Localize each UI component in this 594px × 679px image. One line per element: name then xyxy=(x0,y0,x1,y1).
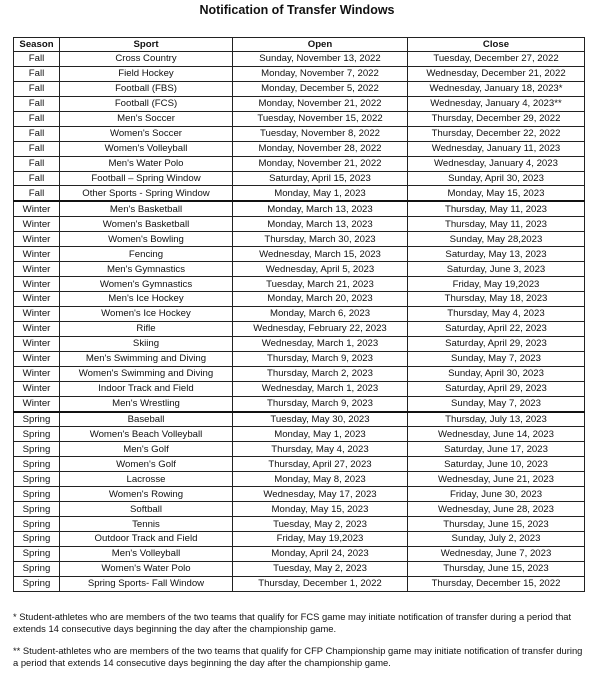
table-row xyxy=(14,336,585,351)
table-row xyxy=(14,351,585,366)
close-cell: Saturday, June 3, 2023 xyxy=(408,262,585,277)
season-cell: Winter xyxy=(14,201,60,216)
close-cell: Thursday, May 18, 2023 xyxy=(408,292,585,307)
footnote-cfp: ** Student-athletes who are members of the two teams that qualify for CFP Championship game may initiate notification of transfer during a period that extends 14 consecutive days beginning the day after the championship game. xyxy=(13,645,583,668)
close-cell: Wednesday, June 7, 2023 xyxy=(408,546,585,561)
season-cell: Spring xyxy=(14,412,60,427)
season-cell: Fall xyxy=(14,66,60,81)
table-row xyxy=(14,381,585,396)
open-cell: Thursday, March 9, 2023 xyxy=(233,351,408,366)
season-cell: Fall xyxy=(14,52,60,67)
sport-cell: Women's Volleyball xyxy=(60,141,233,156)
open-cell: Wednesday, March 15, 2023 xyxy=(233,247,408,262)
table-row xyxy=(14,457,585,472)
open-cell: Monday, May 15, 2023 xyxy=(233,502,408,517)
sport-cell: Women's Golf xyxy=(60,457,233,472)
season-cell: Spring xyxy=(14,457,60,472)
open-cell: Wednesday, February 22, 2023 xyxy=(233,321,408,336)
table-row xyxy=(14,502,585,517)
open-cell: Monday, April 24, 2023 xyxy=(233,546,408,561)
sport-cell: Cross Country xyxy=(60,52,233,67)
sport-cell: Men's Ice Hockey xyxy=(60,292,233,307)
close-cell: Sunday, May 7, 2023 xyxy=(408,396,585,411)
header-open: Open xyxy=(233,38,408,52)
close-cell: Wednesday, December 21, 2022 xyxy=(408,66,585,81)
season-cell: Winter xyxy=(14,336,60,351)
table-row xyxy=(14,517,585,532)
season-cell: Fall xyxy=(14,186,60,201)
close-cell: Sunday, May 7, 2023 xyxy=(408,351,585,366)
header-close: Close xyxy=(408,38,585,52)
sport-cell: Men's Volleyball xyxy=(60,546,233,561)
season-cell: Spring xyxy=(14,546,60,561)
sport-cell: Women's Water Polo xyxy=(60,561,233,576)
table-row xyxy=(14,561,585,576)
close-cell: Thursday, July 13, 2023 xyxy=(408,412,585,427)
sport-cell: Women's Basketball xyxy=(60,217,233,232)
sport-cell: Women's Bowling xyxy=(60,232,233,247)
sport-cell: Men's Swimming and Diving xyxy=(60,351,233,366)
close-cell: Friday, May 19,2023 xyxy=(408,277,585,292)
sport-cell: Women's Gymnastics xyxy=(60,277,233,292)
season-cell: Spring xyxy=(14,427,60,442)
close-cell: Wednesday, January 4, 2023 xyxy=(408,156,585,171)
season-cell: Winter xyxy=(14,396,60,411)
open-cell: Tuesday, November 15, 2022 xyxy=(233,111,408,126)
open-cell: Monday, December 5, 2022 xyxy=(233,81,408,96)
close-cell: Wednesday, June 28, 2023 xyxy=(408,502,585,517)
sport-cell: Men's Basketball xyxy=(60,201,233,216)
table-row xyxy=(14,66,585,81)
open-cell: Thursday, May 4, 2023 xyxy=(233,442,408,457)
open-cell: Monday, March 13, 2023 xyxy=(233,201,408,216)
season-cell: Winter xyxy=(14,217,60,232)
season-cell: Winter xyxy=(14,321,60,336)
close-cell: Friday, June 30, 2023 xyxy=(408,487,585,502)
open-cell: Monday, March 6, 2023 xyxy=(233,306,408,321)
table-row xyxy=(14,472,585,487)
close-cell: Saturday, June 17, 2023 xyxy=(408,442,585,457)
close-cell: Thursday, December 15, 2022 xyxy=(408,576,585,591)
sport-cell: Women's Swimming and Diving xyxy=(60,366,233,381)
close-cell: Sunday, May 28,2023 xyxy=(408,232,585,247)
table-row xyxy=(14,201,585,216)
sport-cell: Football – Spring Window xyxy=(60,171,233,186)
open-cell: Thursday, March 9, 2023 xyxy=(233,396,408,411)
table-row xyxy=(14,366,585,381)
season-cell: Winter xyxy=(14,351,60,366)
close-cell: Wednesday, June 21, 2023 xyxy=(408,472,585,487)
season-cell: Winter xyxy=(14,262,60,277)
table-row xyxy=(14,442,585,457)
close-cell: Saturday, April 29, 2023 xyxy=(408,336,585,351)
table-row xyxy=(14,171,585,186)
open-cell: Monday, November 28, 2022 xyxy=(233,141,408,156)
table-row xyxy=(14,306,585,321)
open-cell: Tuesday, November 8, 2022 xyxy=(233,126,408,141)
table-row xyxy=(14,487,585,502)
footnote-fcs: * Student-athletes who are members of the two teams that qualify for FCS game may initiate notification of transfer during a period that extends 14 consecutive days beginning the day after the championship game. xyxy=(13,611,572,634)
page-title: Notification of Transfer Windows xyxy=(199,3,395,17)
sport-cell: Women's Soccer xyxy=(60,126,233,141)
open-cell: Thursday, December 1, 2022 xyxy=(233,576,408,591)
open-cell: Tuesday, May 2, 2023 xyxy=(233,517,408,532)
open-cell: Tuesday, May 2, 2023 xyxy=(233,561,408,576)
table-row xyxy=(14,262,585,277)
table-row xyxy=(14,427,585,442)
close-cell: Thursday, May 4, 2023 xyxy=(408,306,585,321)
close-cell: Saturday, April 22, 2023 xyxy=(408,321,585,336)
season-cell: Fall xyxy=(14,171,60,186)
open-cell: Monday, November 21, 2022 xyxy=(233,96,408,111)
close-cell: Sunday, July 2, 2023 xyxy=(408,532,585,547)
season-cell: Winter xyxy=(14,247,60,262)
close-cell: Saturday, April 29, 2023 xyxy=(408,381,585,396)
sport-cell: Men's Soccer xyxy=(60,111,233,126)
open-cell: Monday, November 7, 2022 xyxy=(233,66,408,81)
header-season: Season xyxy=(14,38,60,52)
season-cell: Fall xyxy=(14,156,60,171)
season-cell: Winter xyxy=(14,232,60,247)
table-row xyxy=(14,141,585,156)
open-cell: Thursday, March 30, 2023 xyxy=(233,232,408,247)
footnotes xyxy=(13,611,584,679)
close-cell: Wednesday, January 4, 2023** xyxy=(408,96,585,111)
season-cell: Winter xyxy=(14,366,60,381)
season-cell: Fall xyxy=(14,126,60,141)
close-cell: Saturday, May 13, 2023 xyxy=(408,247,585,262)
open-cell: Tuesday, May 30, 2023 xyxy=(233,412,408,427)
open-cell: Saturday, April 15, 2023 xyxy=(233,171,408,186)
table-row xyxy=(14,232,585,247)
close-cell: Wednesday, January 11, 2023 xyxy=(408,141,585,156)
close-cell: Thursday, May 11, 2023 xyxy=(408,201,585,216)
table-body xyxy=(14,52,585,592)
close-cell: Thursday, June 15, 2023 xyxy=(408,517,585,532)
sport-cell: Men's Water Polo xyxy=(60,156,233,171)
sport-cell: Rifle xyxy=(60,321,233,336)
sport-cell: Football (FCS) xyxy=(60,96,233,111)
table-row xyxy=(14,111,585,126)
season-cell: Fall xyxy=(14,81,60,96)
season-cell: Spring xyxy=(14,532,60,547)
close-cell: Thursday, May 11, 2023 xyxy=(408,217,585,232)
close-cell: Tuesday, December 27, 2022 xyxy=(408,52,585,67)
open-cell: Monday, May 1, 2023 xyxy=(233,186,408,201)
season-cell: Winter xyxy=(14,277,60,292)
table-row xyxy=(14,156,585,171)
close-cell: Wednesday, June 14, 2023 xyxy=(408,427,585,442)
sport-cell: Women's Rowing xyxy=(60,487,233,502)
sport-cell: Other Sports - Spring Window xyxy=(60,186,233,201)
season-cell: Winter xyxy=(14,292,60,307)
sport-cell: Outdoor Track and Field xyxy=(60,532,233,547)
table-row xyxy=(14,81,585,96)
season-cell: Spring xyxy=(14,561,60,576)
open-cell: Monday, November 21, 2022 xyxy=(233,156,408,171)
sport-cell: Men's Wrestling xyxy=(60,396,233,411)
close-cell: Wednesday, January 18, 2023* xyxy=(408,81,585,96)
open-cell: Sunday, November 13, 2022 xyxy=(233,52,408,67)
sport-cell: Men's Gymnastics xyxy=(60,262,233,277)
table-row xyxy=(14,576,585,591)
season-cell: Spring xyxy=(14,502,60,517)
sport-cell: Baseball xyxy=(60,412,233,427)
season-cell: Spring xyxy=(14,442,60,457)
sport-cell: Football (FBS) xyxy=(60,81,233,96)
sport-cell: Lacrosse xyxy=(60,472,233,487)
table-row xyxy=(14,126,585,141)
open-cell: Monday, May 1, 2023 xyxy=(233,427,408,442)
close-cell: Thursday, December 22, 2022 xyxy=(408,126,585,141)
sport-cell: Women's Ice Hockey xyxy=(60,306,233,321)
sport-cell: Skiing xyxy=(60,336,233,351)
season-cell: Winter xyxy=(14,381,60,396)
sport-cell: Field Hockey xyxy=(60,66,233,81)
open-cell: Wednesday, March 1, 2023 xyxy=(233,381,408,396)
sport-cell: Tennis xyxy=(60,517,233,532)
open-cell: Friday, May 19,2023 xyxy=(233,532,408,547)
close-cell: Saturday, June 10, 2023 xyxy=(408,457,585,472)
season-cell: Fall xyxy=(14,141,60,156)
open-cell: Monday, March 13, 2023 xyxy=(233,217,408,232)
season-cell: Winter xyxy=(14,306,60,321)
table-row xyxy=(14,532,585,547)
open-cell: Monday, May 8, 2023 xyxy=(233,472,408,487)
table-row xyxy=(14,321,585,336)
close-cell: Thursday, December 29, 2022 xyxy=(408,111,585,126)
sport-cell: Fencing xyxy=(60,247,233,262)
sport-cell: Men's Golf xyxy=(60,442,233,457)
sport-cell: Indoor Track and Field xyxy=(60,381,233,396)
open-cell: Thursday, April 27, 2023 xyxy=(233,457,408,472)
table-row xyxy=(14,546,585,561)
open-cell: Wednesday, March 1, 2023 xyxy=(233,336,408,351)
season-cell: Spring xyxy=(14,576,60,591)
sport-cell: Women's Beach Volleyball xyxy=(60,427,233,442)
transfer-windows-table xyxy=(13,37,585,592)
table-row xyxy=(14,277,585,292)
open-cell: Wednesday, May 17, 2023 xyxy=(233,487,408,502)
table-row xyxy=(14,396,585,411)
open-cell: Tuesday, March 21, 2023 xyxy=(233,277,408,292)
season-cell: Spring xyxy=(14,517,60,532)
open-cell: Thursday, March 2, 2023 xyxy=(233,366,408,381)
sport-cell: Softball xyxy=(60,502,233,517)
table-row xyxy=(14,186,585,201)
open-cell: Monday, March 20, 2023 xyxy=(233,292,408,307)
open-cell: Wednesday, April 5, 2023 xyxy=(233,262,408,277)
season-cell: Fall xyxy=(14,111,60,126)
season-cell: Fall xyxy=(14,96,60,111)
table-row xyxy=(14,292,585,307)
table-row xyxy=(14,247,585,262)
season-cell: Spring xyxy=(14,472,60,487)
close-cell: Sunday, April 30, 2023 xyxy=(408,171,585,186)
table-row xyxy=(14,52,585,67)
sport-cell: Spring Sports- Fall Window xyxy=(60,576,233,591)
table-row xyxy=(14,217,585,232)
header-sport: Sport xyxy=(60,38,233,52)
table-header-row xyxy=(14,38,585,52)
close-cell: Monday, May 15, 2023 xyxy=(408,186,585,201)
table-row xyxy=(14,96,585,111)
close-cell: Sunday, April 30, 2023 xyxy=(408,366,585,381)
close-cell: Thursday, June 15, 2023 xyxy=(408,561,585,576)
season-cell: Spring xyxy=(14,487,60,502)
table-row xyxy=(14,412,585,427)
